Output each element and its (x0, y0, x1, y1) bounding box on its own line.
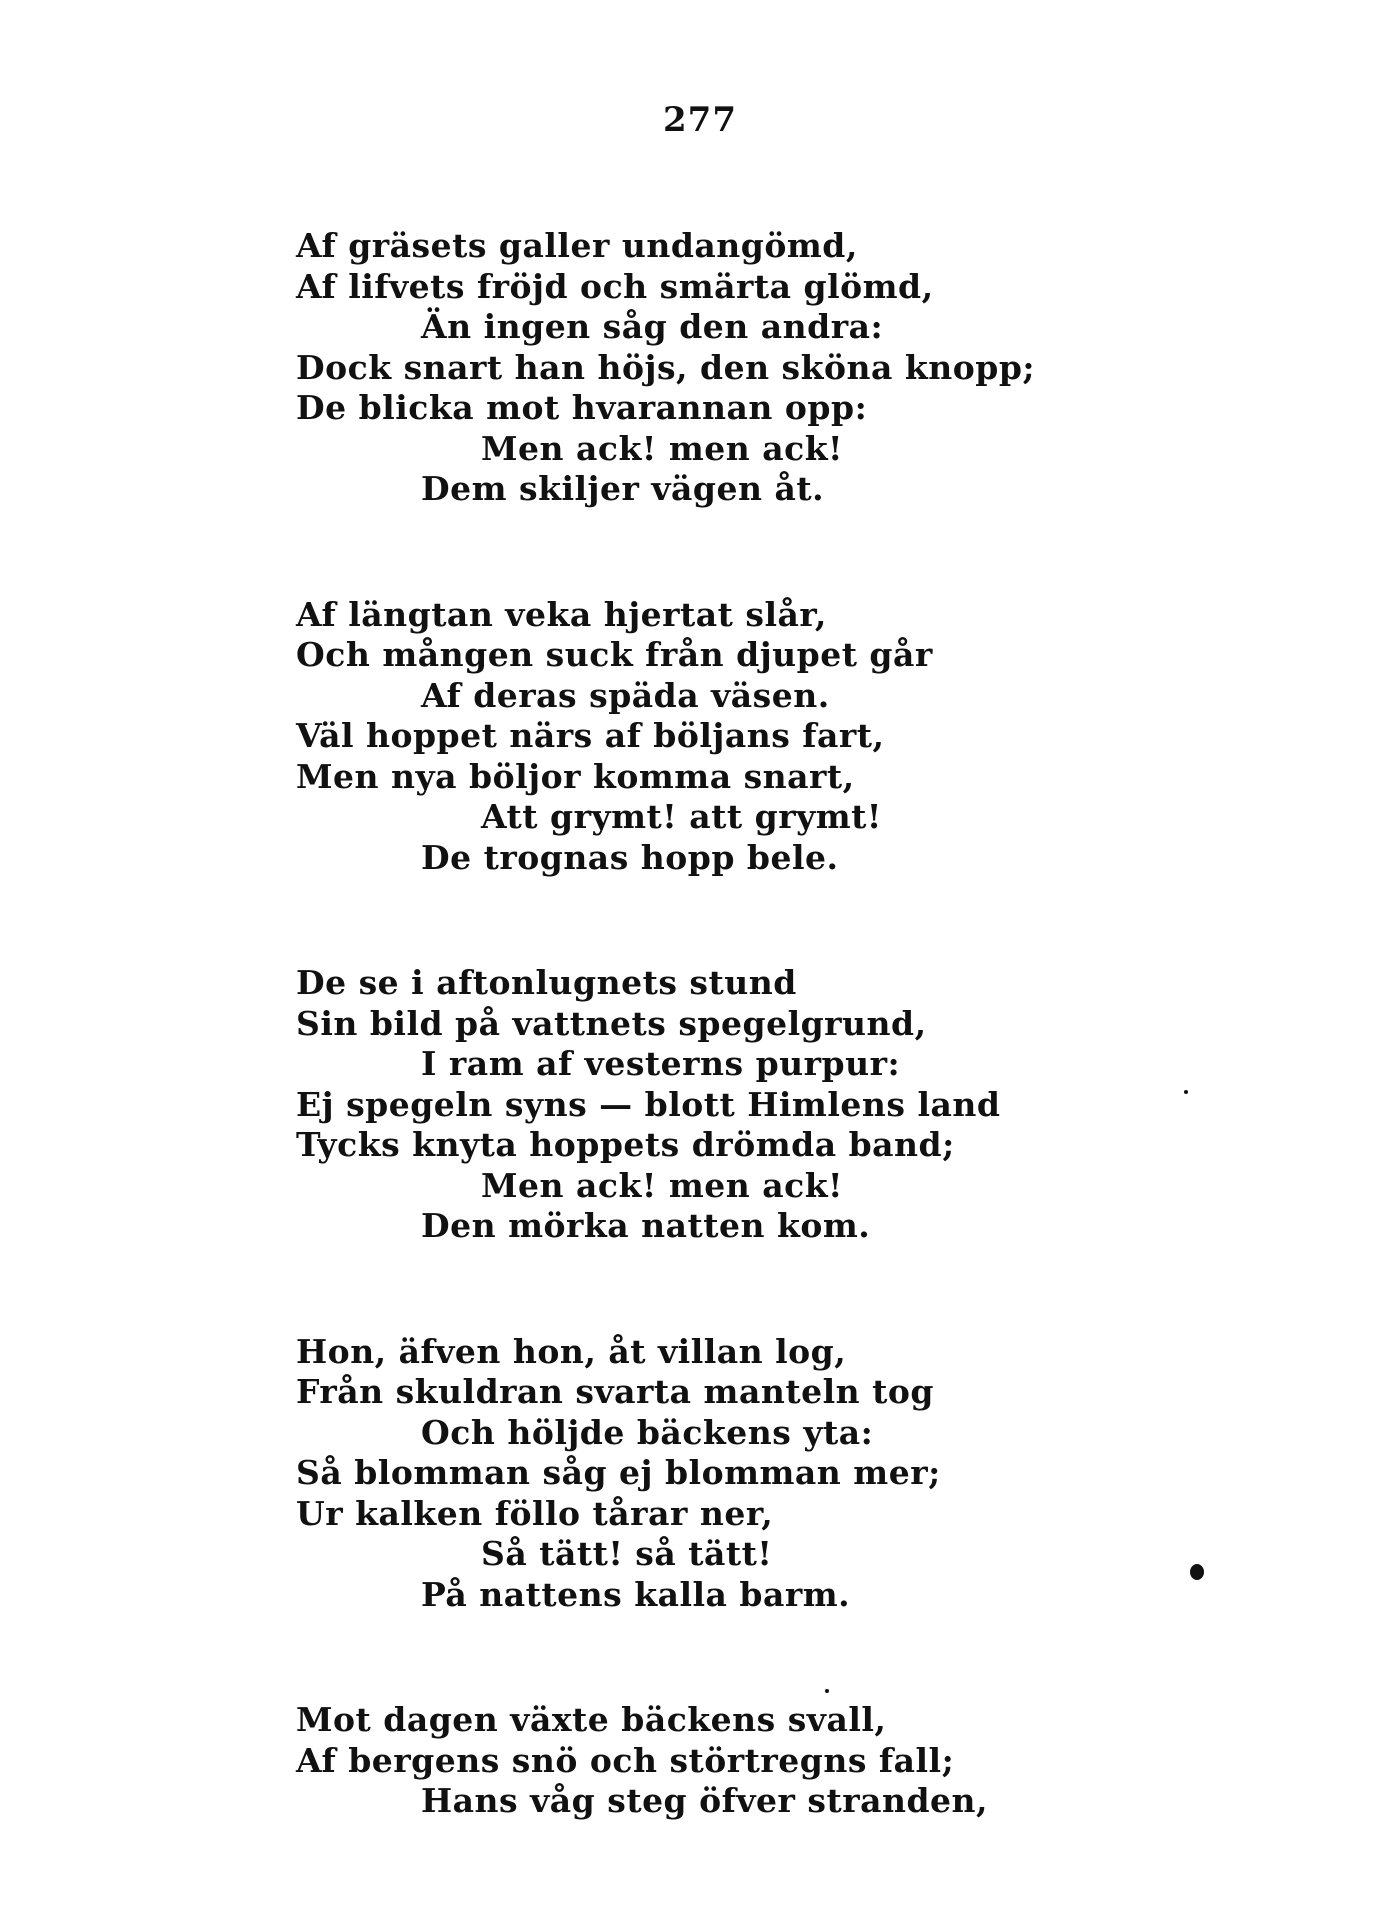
poem-line: Den mörka natten kom. (421, 1206, 871, 1245)
poem-line: Sin bild på vattnets spegelgrund, (296, 1003, 927, 1043)
poem-line: Att grymt! att grymt! (481, 797, 882, 836)
poem-line: Dock snart han höjs, den sköna knopp; (296, 347, 1036, 387)
ink-speck (1190, 1564, 1204, 1580)
poem-line: Ur kalken föllo tårar ner, (296, 1493, 774, 1533)
page-number: 277 (663, 100, 737, 140)
poem-line: Och höljde bäckens yta: (421, 1412, 874, 1452)
poem-line: Mot dagen växte bäckens svall, (296, 1700, 887, 1739)
poem-line: Så blomman såg ej blomman mer; (296, 1453, 941, 1492)
poem-line: I ram af vesterns purpur: (421, 1044, 901, 1083)
poem-line: Af bergens snö och störtregns fall; (296, 1740, 955, 1780)
poem-line: Och mången suck från djupet går (296, 635, 933, 674)
poem-line: Dem skiljer vägen åt. (421, 469, 825, 508)
ink-speck (1184, 1090, 1188, 1094)
poem-line: Tycks knyta hoppets drömda band; (296, 1125, 955, 1164)
poem-line: Från skuldran svarta manteln tog (296, 1372, 934, 1411)
stanza (296, 595, 1056, 879)
stanza (296, 226, 1056, 510)
poem-line: Af deras späda väsen. (421, 675, 830, 715)
poem-line: Af gräsets galler undangömd, (296, 226, 858, 265)
poem-line: På nattens kalla barm. (421, 1574, 851, 1614)
poem-line: Men ack! men ack! (481, 428, 844, 468)
stanza (296, 1332, 1056, 1616)
poem-line: Än ingen såg den andra: (421, 307, 884, 346)
stanza (296, 1700, 1056, 1822)
poem-line: De trognas hopp bele. (421, 837, 839, 877)
poem-line: De blicka mot hvarannan opp: (296, 388, 868, 427)
poem-line: Af lifvets fröjd och smärta glömd, (296, 266, 934, 306)
poem-line: Af längtan veka hjertat slår, (296, 594, 827, 634)
stanza (296, 963, 1056, 1247)
poem-line: Väl hoppet närs af böljans fart, (296, 716, 885, 755)
poem-line: Hans våg steg öfver stranden, (421, 1781, 989, 1820)
poem-line: De se i aftonlugnets stund (296, 963, 797, 1002)
poem-line: Ej spegeln syns — blott Himlens land (296, 1084, 1001, 1124)
poem-line: Hon, äfven hon, åt villan log, (296, 1331, 847, 1371)
poem-line: Men ack! men ack! (481, 1165, 844, 1205)
poem-line: Så tätt! så tätt! (481, 1534, 773, 1573)
poem-line: Men nya böljor komma snart, (296, 756, 855, 796)
ink-speck (825, 1689, 829, 1693)
poem-body (296, 226, 1056, 1907)
